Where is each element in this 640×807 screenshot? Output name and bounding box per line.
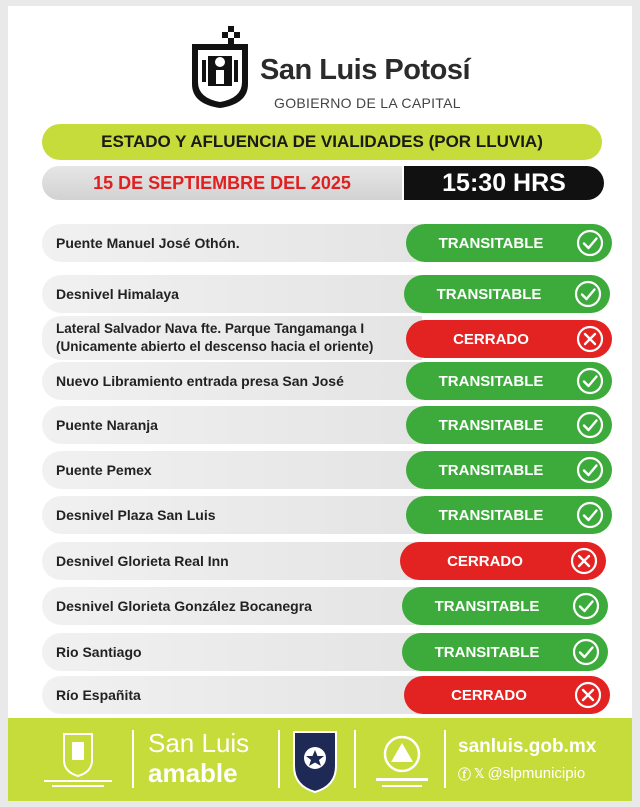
status-badge: [406, 224, 612, 262]
check-circle-icon: [576, 229, 604, 257]
website-link[interactable]: sanluis.gob.mx: [458, 736, 597, 757]
status-badge: [406, 320, 612, 358]
x-circle-icon: [570, 547, 598, 575]
brand-subtitle: GOBIERNO DE LA CAPITAL: [274, 95, 461, 111]
check-circle-icon: [576, 411, 604, 439]
status-label: TRANSITABLE: [438, 372, 544, 390]
road-name: Lateral Salvador Nava fte. Parque Tangamanga I (Unicamente abierto el descenso hacia el oriente): [42, 316, 422, 360]
road-name: Nuevo Libramiento entrada presa San José: [42, 362, 422, 400]
status-label: TRANSITABLE: [438, 234, 544, 252]
social-handle-text: @slpmunicipio: [487, 765, 586, 782]
road-row: [42, 406, 606, 444]
municipal-crest-icon: [38, 730, 118, 790]
road-name: Desnivel Plaza San Luis: [42, 496, 422, 534]
status-label: TRANSITABLE: [434, 597, 540, 615]
footer: [8, 718, 632, 801]
check-circle-icon: [572, 592, 600, 620]
check-circle-icon: [574, 280, 602, 308]
status-label: TRANSITABLE: [436, 285, 542, 303]
status-label: TRANSITABLE: [438, 506, 544, 524]
x-circle-icon: [574, 681, 602, 709]
road-row: [42, 542, 606, 580]
status-badge: [406, 406, 612, 444]
city-slogan: [148, 728, 249, 788]
report-title: ESTADO Y AFLUENCIA DE VIALIDADES (POR LLUVIA): [42, 124, 602, 160]
civil-protection-icon: [370, 734, 434, 792]
road-row: [42, 496, 606, 534]
check-circle-icon: [576, 501, 604, 529]
check-circle-icon: [572, 638, 600, 666]
status-badge: [402, 633, 608, 671]
status-badge: [400, 542, 606, 580]
x-icon[interactable]: 𝕏: [474, 765, 485, 781]
status-badge: [406, 362, 612, 400]
road-row: [42, 633, 606, 671]
status-label: CERRADO: [451, 686, 527, 704]
report-time: 15:30 HRS: [404, 166, 604, 200]
slogan-line1: San Luis: [148, 728, 250, 758]
header-logo: [188, 18, 488, 118]
infographic-page: [8, 6, 632, 801]
footer-divider: [278, 730, 280, 788]
road-row: [42, 587, 606, 625]
road-name: Desnivel Glorieta Real Inn: [42, 542, 422, 580]
brand-title: San Luis Potosí: [260, 54, 471, 86]
status-badge: [406, 496, 612, 534]
road-row: [42, 362, 606, 400]
road-row: [42, 275, 606, 313]
check-circle-icon: [576, 367, 604, 395]
report-date: 15 DE SEPTIEMBRE DEL 2025: [42, 166, 402, 200]
road-row: [42, 676, 606, 714]
status-label: CERRADO: [453, 330, 529, 348]
city-crest-icon: [188, 26, 252, 108]
status-label: TRANSITABLE: [438, 461, 544, 479]
status-badge: [404, 676, 610, 714]
road-name: Puente Manuel José Othón.: [42, 224, 422, 262]
status-badge: [404, 275, 610, 313]
footer-divider: [444, 730, 446, 788]
social-handle[interactable]: [458, 764, 585, 783]
road-row: [42, 224, 606, 262]
road-name: Puente Pemex: [42, 451, 422, 489]
status-label: CERRADO: [447, 552, 523, 570]
slogan-line2: amable: [148, 758, 238, 788]
road-name: Desnivel Himalaya: [42, 275, 422, 313]
facebook-icon[interactable]: ⓕ: [458, 767, 472, 782]
status-badge: [406, 451, 612, 489]
check-circle-icon: [576, 456, 604, 484]
road-name: Río Españita: [42, 676, 422, 714]
footer-divider: [132, 730, 134, 788]
footer-divider: [354, 730, 356, 788]
road-name: Puente Naranja: [42, 406, 422, 444]
x-circle-icon: [576, 325, 604, 353]
status-badge: [402, 587, 608, 625]
status-label: TRANSITABLE: [438, 416, 544, 434]
status-label: TRANSITABLE: [434, 643, 540, 661]
road-name: Desnivel Glorieta González Bocanegra: [42, 587, 422, 625]
police-badge-icon: [290, 726, 340, 794]
road-name: Rio Santiago: [42, 633, 422, 671]
road-row: [42, 451, 606, 489]
road-row: [42, 316, 606, 360]
